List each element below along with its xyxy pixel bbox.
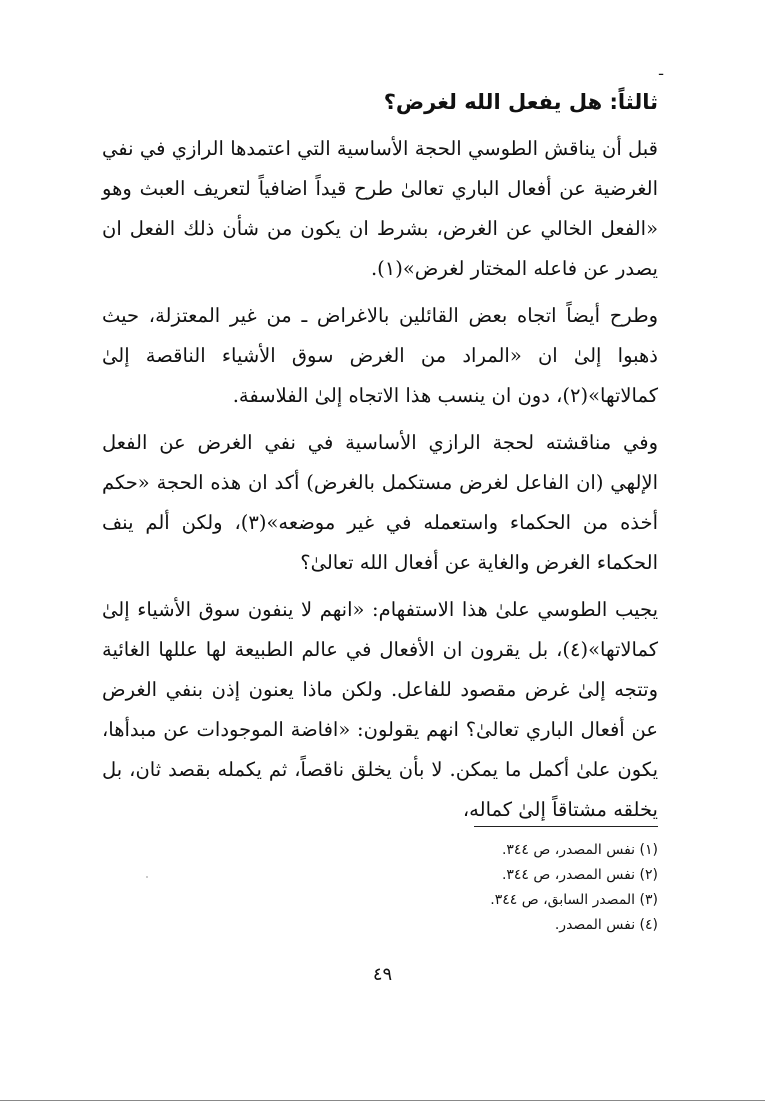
paragraph: وطرح أيضاً اتجاه بعض القائلين بالاغراض ـ من غير المعتزلة، حيث ذهبوا إلىٰ ان «المراد من الغرض سوق الأشياء الناقصة إلىٰ كمالاتها»(٢)، دون ان ينسب هذا الاتجاه إلىٰ الفلاسفة. [102, 304, 658, 407]
paragraph: يجيب الطوسي علىٰ هذا الاستفهام: «انهم لا ينفون سوق الأشياء إلىٰ كمالاتها»(٤)، بل يقرون ان الأفعال في عالم الطبيعة لها عللها الغائية وتتجه إلىٰ غرض مقصود للفاعل. ولكن ماذا يعنون إذن بنفي الغرض عن أفعال الباري تعالىٰ؟ انهم يقولون: «افاضة الموجودات عن مبدأها، يكون علىٰ أكمل ما يمكن. لا بأن يخلق ناقصاً، ثم يكمله بقصد ثان، بل يخلقه مشتاقاً إلىٰ كماله، [102, 598, 658, 821]
footnotes [358, 838, 658, 938]
page-number: ٤٩ [372, 964, 393, 985]
paragraph: وفي مناقشته لحجة الرازي الأساسية في نفي الغرض عن الفعل الإلهي (ان الفاعل لغرض مستكمل بالغرض) أكد ان هذه الحجة «حكم أخذه من الحكماء واستعمله في غير موضعه»(٣)، ولكن ألم ينف الحكماء الغرض والغاية عن أفعال الله تعالىٰ؟ [102, 431, 658, 574]
footnote: (١) نفس المصدر، ص ٣٤٤. [501, 842, 658, 858]
paragraph: قبل أن يناقش الطوسي الحجة الأساسية التي اعتمدها الرازي في نفي الغرضية عن أفعال الباري تعالىٰ طرح قيداً اضافياً لتعريف العبث وهو «الفعل الخالي عن الغرض، بشرط ان يكون من شأن ذلك الفعل ان يصدر عن فاعله المختار لغرض»(١). [102, 137, 658, 280]
footnote-divider [474, 826, 658, 827]
footnote: (٢) نفس المصدر، ص ٣٤٤. [501, 867, 658, 883]
page-bottom-edge [0, 1100, 765, 1101]
section-heading: ثالثاً: هل يفعل الله لغرض؟ [383, 90, 658, 114]
scan-speck [146, 876, 148, 878]
footnote: (٣) المصدر السابق، ص ٣٤٤. [490, 892, 658, 908]
footnote: (٤) نفس المصدر. [554, 917, 658, 933]
corner-mark: ـ [659, 63, 664, 79]
body-text [102, 129, 658, 837]
